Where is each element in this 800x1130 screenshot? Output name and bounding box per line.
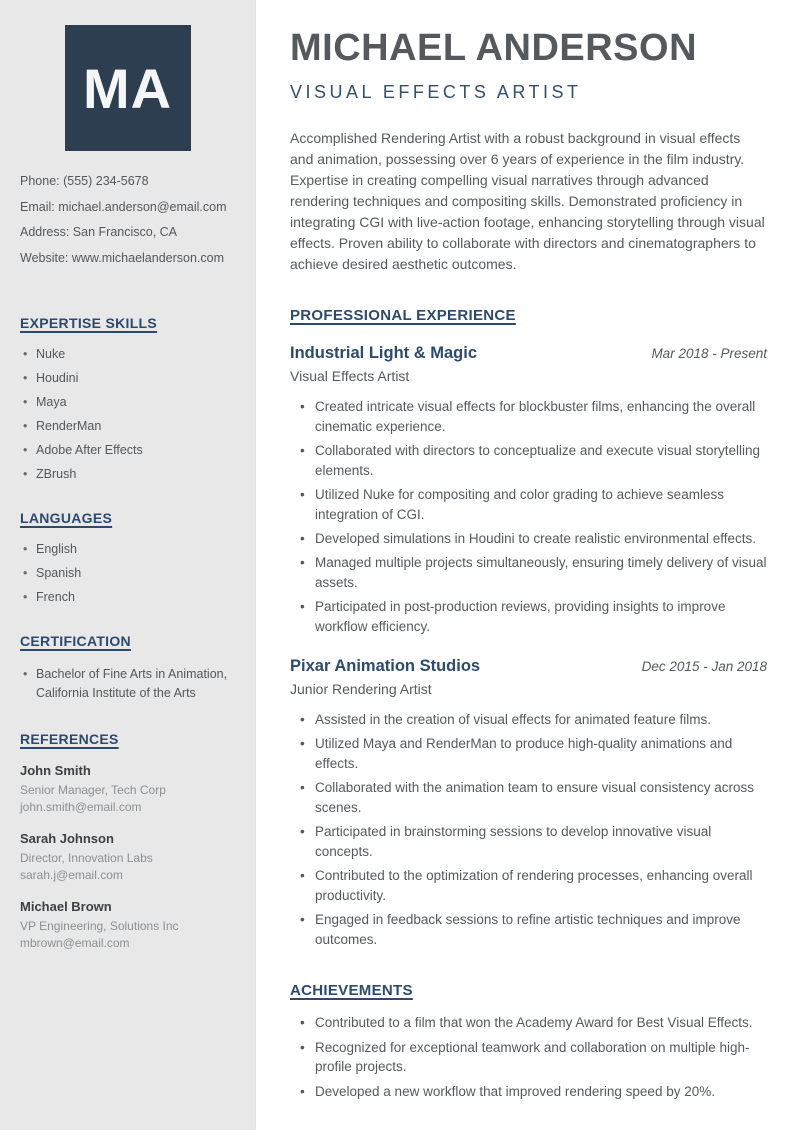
reference-entry: [20, 831, 235, 884]
list-item: • Collaborated with directors to conceptualize and execute visual storytelling elements.: [290, 441, 767, 481]
list-item: • Engaged in feedback sessions to refine artistic techniques and improve outcomes.: [290, 910, 767, 950]
list-item: • Contributed to a film that won the Academy Award for Best Visual Effects.: [290, 1013, 767, 1032]
reference-entry: [20, 763, 235, 816]
experience-heading: PROFESSIONAL EXPERIENCE: [290, 307, 516, 324]
achievements-list: [290, 1013, 767, 1101]
job-bullet-list: [290, 710, 767, 950]
job-bullet-list: [290, 397, 767, 637]
list-item: • Utilized Nuke for compositing and color grading to achieve seamless integration of CGI.: [290, 485, 767, 525]
sidebar: [0, 0, 256, 1130]
contact-website: Website: www.michaelanderson.com: [20, 250, 225, 265]
list-item: • Created intricate visual effects for blockbuster films, enhancing the overall cinematic experience.: [290, 397, 767, 437]
reference-name: John Smith: [20, 763, 91, 778]
job-dates: Mar 2018 - Present: [651, 346, 767, 361]
contact-block: [20, 175, 235, 265]
list-item: • French: [20, 590, 235, 605]
company-name: Industrial Light & Magic: [290, 344, 478, 362]
list-item: • Utilized Maya and RenderMan to produce high-quality animations and effects.: [290, 734, 767, 774]
reference-role: Director, Innovation Labs: [20, 851, 153, 865]
languages-list: [20, 542, 235, 605]
job-entry: [290, 657, 767, 950]
reference-role: Senior Manager, Tech Corp: [20, 783, 166, 797]
contact-phone: Phone: (555) 234-5678: [20, 174, 149, 188]
reference-name: Michael Brown: [20, 899, 112, 914]
job-role: Visual Effects Artist: [290, 368, 410, 384]
list-item: • Developed a new workflow that improved rendering speed by 20%.: [290, 1082, 767, 1101]
company-name: Pixar Animation Studios: [290, 657, 481, 675]
job-dates: Dec 2015 - Jan 2018: [641, 659, 767, 674]
list-item: • Participated in brainstorming sessions to develop innovative visual concepts.: [290, 822, 767, 862]
achievements-heading: ACHIEVEMENTS: [290, 982, 413, 999]
list-item: • Contributed to the optimization of rendering processes, enhancing overall productivity.: [290, 866, 767, 906]
list-item: • Bachelor of Fine Arts in Animation, California Institute of the Arts: [20, 665, 235, 703]
job-role: Junior Rendering Artist: [290, 681, 432, 697]
reference-email: john.smith@email.com: [20, 800, 142, 814]
avatar-initials: MA: [82, 56, 173, 120]
languages-heading: LANGUAGES: [20, 510, 113, 526]
references-heading: REFERENCES: [20, 731, 119, 747]
professional-title: VISUAL EFFECTS ARTIST: [290, 82, 582, 102]
skills-heading: EXPERTISE SKILLS: [20, 315, 158, 331]
list-item: • Collaborated with the animation team to ensure visual consistency across scenes.: [290, 778, 767, 818]
reference-entry: [20, 899, 235, 952]
certification-heading: CERTIFICATION: [20, 633, 131, 649]
list-item: • Developed simulations in Houdini to create realistic environmental effects.: [290, 529, 767, 549]
list-item: • Spanish: [20, 566, 235, 581]
list-item: • Nuke: [20, 347, 235, 362]
job-header: [290, 344, 767, 363]
list-item: • Adobe After Effects: [20, 443, 235, 458]
job-header: [290, 657, 767, 676]
list-item: • Managed multiple projects simultaneously, ensuring timely delivery of visual assets.: [290, 553, 767, 593]
list-item: • Recognized for exceptional teamwork and collaboration on multiple high-profile projects.: [290, 1038, 767, 1076]
list-item: • ZBrush: [20, 467, 235, 482]
list-item: • Maya: [20, 395, 235, 410]
list-item: • Participated in post-production reviews, providing insights to improve workflow efficiency.: [290, 597, 767, 637]
list-item: • Houdini: [20, 371, 235, 386]
contact-email: Email: michael.anderson@email.com: [20, 199, 227, 214]
reference-email: mbrown@email.com: [20, 936, 130, 950]
summary-paragraph: Accomplished Rendering Artist with a robust background in visual effects and animation, possessing over 6 years of experience in the film industry. Expertise in creating compelling visual narratives through advanced rendering techniques and compositing skills. Demonstrated proficiency in integrating CGI with live-action footage, enhancing storytelling through visual effects. Proven ability to collaborate with directors and cinematographers to achieve desired aesthetic outcomes.: [290, 130, 765, 272]
avatar: [65, 25, 191, 151]
list-item: • Assisted in the creation of visual effects for animated feature films.: [290, 710, 767, 730]
list-item: • English: [20, 542, 235, 557]
reference-email: sarah.j@email.com: [20, 868, 123, 882]
contact-address: Address: San Francisco, CA: [20, 225, 178, 239]
reference-name: Sarah Johnson: [20, 831, 114, 846]
list-item: • RenderMan: [20, 419, 235, 434]
page-title: MICHAEL ANDERSON: [290, 27, 698, 69]
job-entry: [290, 344, 767, 637]
main-content: [256, 0, 800, 1130]
certification-list: [20, 665, 235, 703]
skills-list: [20, 347, 235, 482]
reference-role: VP Engineering, Solutions Inc: [20, 919, 179, 933]
